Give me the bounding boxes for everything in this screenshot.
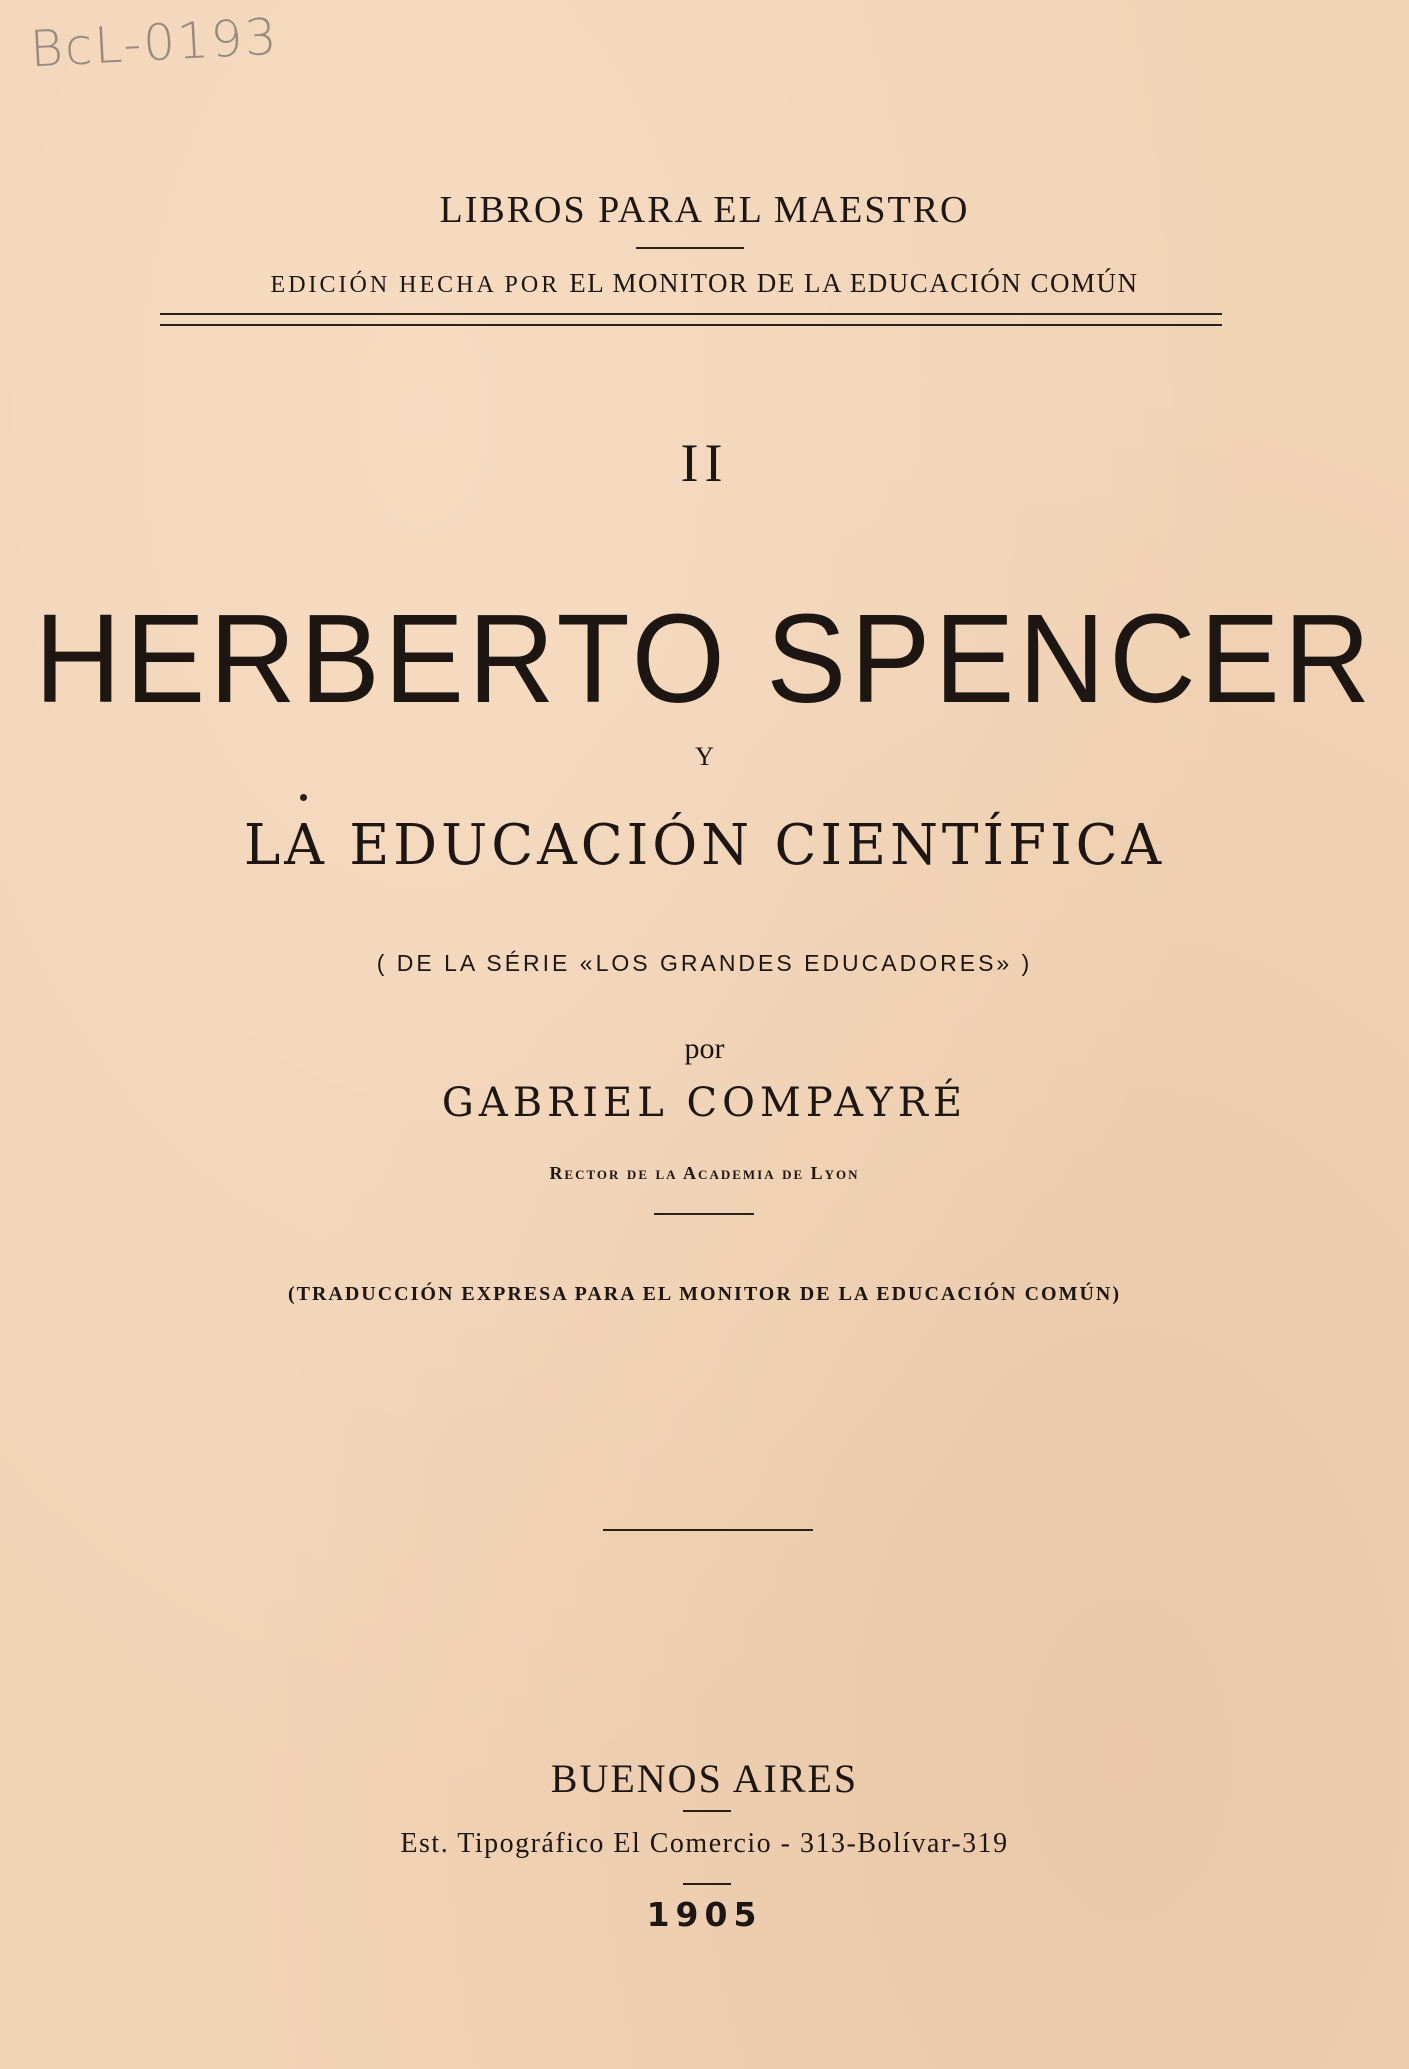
archive-code: BcL-0193	[28, 7, 280, 79]
author-role: Rector de la Academia de Lyon	[549, 1163, 860, 1183]
edition-line	[0, 268, 1409, 299]
imprint-year: 1905	[646, 1895, 763, 1934]
ink-speck	[300, 794, 307, 801]
translation-note	[0, 1283, 1409, 1306]
imprint-divider	[683, 1810, 731, 1812]
series-divider	[636, 247, 744, 249]
imprint-city: BUENOS AIRES	[550, 1756, 859, 1801]
volume-number: II	[680, 433, 729, 493]
series-title: LIBROS PARA EL MAESTRO	[439, 189, 970, 231]
section-divider	[603, 1529, 813, 1531]
header-double-rule	[160, 313, 1222, 326]
series-note: ( DE LA SÉRIE «LOS GRANDES EDUCADORES» )	[376, 950, 1033, 976]
edition-publisher: EL MONITOR DE LA EDUCACIÓN COMÚN	[569, 268, 1139, 298]
title-conjunction: Y	[695, 742, 714, 771]
translation-prefix: (TRADUCCIÓN EXPRESA PARA	[287, 1283, 636, 1305]
edition-prefix: EDICIÓN HECHA POR	[270, 272, 561, 298]
imprint-printer: Est. Tipográfico El Comercio - 313-Bolívar-319	[400, 1828, 1009, 1859]
author-divider	[654, 1213, 754, 1215]
year-divider	[683, 1883, 731, 1885]
book-title: HERBERTO SPENCER	[34, 588, 1375, 730]
book-subtitle: LA EDUCACIÓN CIENTÍFICA	[243, 813, 1166, 878]
translation-publication: EL MONITOR DE LA EDUCACIÓN COMÚN)	[642, 1283, 1122, 1305]
author-name: GABRIEL COMPAYRÉ	[441, 1080, 968, 1126]
by-label: por	[684, 1032, 725, 1065]
